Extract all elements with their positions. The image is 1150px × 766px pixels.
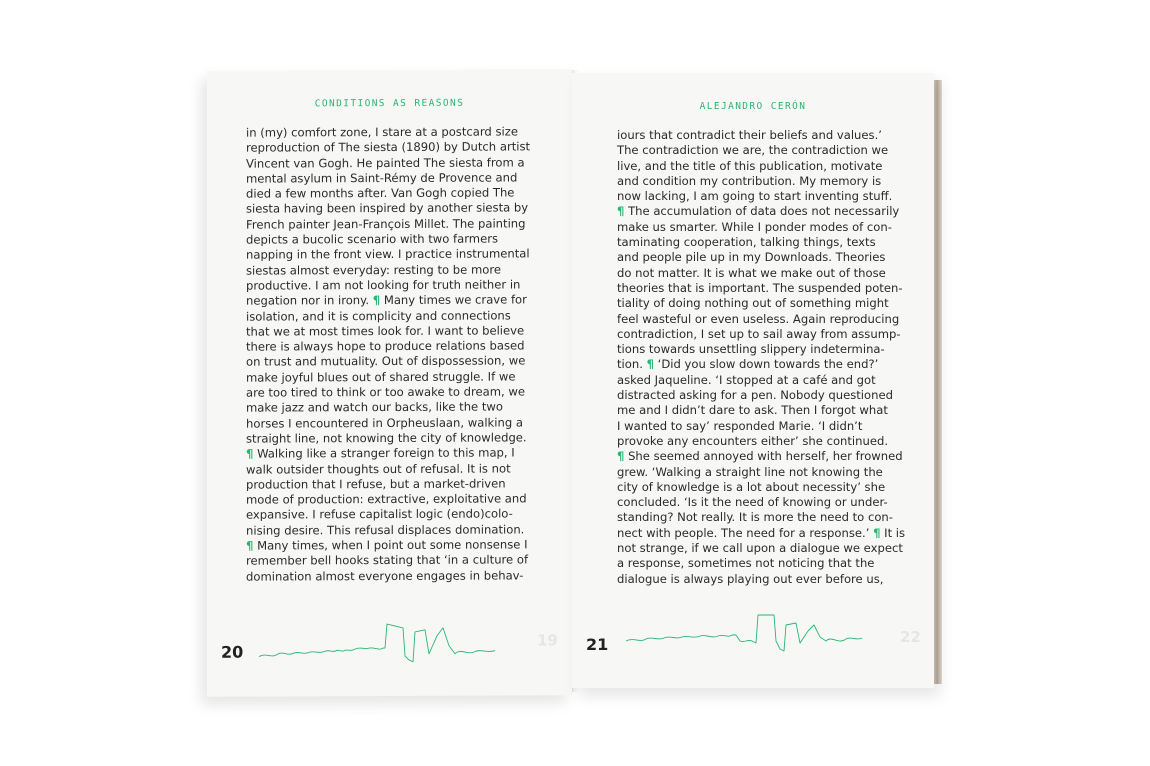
text-line: napping in the front view. I practice instrumental bbox=[246, 246, 530, 263]
skyline-scribble-icon bbox=[257, 618, 497, 669]
left-page bbox=[207, 69, 572, 697]
text-line: walk outsider thoughts out of refusal. It is not bbox=[246, 461, 511, 477]
text-line: concluded. ‘Is it the need of knowing or under- bbox=[617, 495, 888, 510]
body-text-right bbox=[617, 128, 905, 587]
text-line: dialogue is always playing out ever before us, bbox=[617, 571, 884, 586]
text-line: taminating cooperation, talking things, texts bbox=[617, 235, 876, 250]
text-line: asked Jaqueline. ‘I stopped at a café and got bbox=[617, 372, 876, 387]
skyline-scribble-icon bbox=[624, 611, 864, 661]
text-line: French painter Jean-François Millet. The painting bbox=[246, 216, 526, 232]
body-text-left bbox=[246, 124, 530, 584]
text-line: live, and the title of this publication, motivate bbox=[617, 158, 883, 173]
text-line: me and I didn’t dare to ask. Then I forgot what bbox=[617, 403, 888, 418]
text-line: mode of production: extractive, exploitative and bbox=[246, 491, 527, 507]
text-line: negation nor in irony. ¶ Many times we crave for bbox=[246, 292, 527, 308]
text-line: The contradiction we are, the contradiction we bbox=[617, 143, 889, 158]
show-through-page-number-left: 19 bbox=[537, 631, 558, 650]
text-line: there is always hope to produce relations based bbox=[246, 338, 525, 354]
text-line: tion. ¶ ‘Did you slow down towards the end?’ bbox=[617, 357, 879, 372]
text-line: contradiction, I set up to sail away from assump- bbox=[617, 326, 901, 341]
pilcrow-icon: ¶ bbox=[246, 538, 254, 553]
text-line: on trust and mutuality. Out of dispossession, we bbox=[246, 353, 526, 370]
show-through-page-number-right: 22 bbox=[900, 628, 921, 646]
text-line: ¶ Many times, when I point out some nonsense I bbox=[246, 537, 528, 553]
text-line: make joyful blues out of shared struggle. If we bbox=[246, 369, 516, 385]
text-line: expansive. I refuse capitalist logic (endo)colo- bbox=[246, 506, 513, 523]
text-line: reproduction of The siesta (1890) by Dutch artist bbox=[246, 139, 531, 155]
text-line: isolation, and it is complicity and connections bbox=[246, 308, 511, 324]
text-line: mental asylum in Saint-Rémy de Provence and bbox=[246, 170, 518, 186]
text-line: and people pile up in my Downloads. Theories bbox=[617, 250, 886, 265]
text-line: distracted asking for a pen. Nobody questioned bbox=[617, 388, 893, 403]
text-line: provoke any encounters either’ she continued. bbox=[617, 433, 889, 448]
pilcrow-icon: ¶ bbox=[617, 449, 625, 464]
text-line: tiality of doing nothing out of something might bbox=[617, 296, 889, 311]
text-line: iours that contradict their beliefs and values.’ bbox=[617, 128, 882, 142]
pilcrow-icon: ¶ bbox=[246, 446, 254, 461]
pilcrow-icon: ¶ bbox=[617, 204, 625, 219]
text-line: horses I encountered in Orpheuslaan, walking a bbox=[246, 415, 523, 431]
page-stack-edge bbox=[934, 80, 942, 684]
text-line: are too tired to think or too awake to dream, we bbox=[246, 384, 525, 400]
text-line: productive. I am not looking for truth neither in bbox=[246, 277, 521, 293]
text-line: siesta having been inspired by another siesta by bbox=[246, 200, 529, 217]
text-line: ¶ The accumulation of data does not necessarily bbox=[617, 204, 900, 219]
text-line: a response, sometimes not noticing that the bbox=[617, 556, 875, 571]
text-line: standing? Not really. It is more the need to con- bbox=[617, 510, 893, 525]
text-line: that we at most times look for. I want to believe bbox=[246, 323, 525, 339]
text-line: city of knowledge is a lot about necessity’ she bbox=[617, 479, 886, 494]
text-line: nect with people. The need for a response.’ ¶ It is bbox=[617, 525, 906, 540]
text-line: do not matter. It is what we make out of those bbox=[617, 265, 886, 280]
right-page bbox=[572, 73, 934, 688]
text-line: not strange, if we call upon a dialogue we expect bbox=[617, 541, 903, 556]
text-line: I wanted to say’ responded Marie. ‘I didn’t bbox=[617, 418, 863, 433]
text-line: in (my) comfort zone, I stare at a postcard size bbox=[246, 124, 518, 140]
running-header-left: CONDITIONS AS REASONS bbox=[314, 97, 465, 110]
text-line: make us smarter. While I ponder modes of con- bbox=[617, 219, 892, 234]
page-number-left: 20 bbox=[221, 642, 244, 662]
text-line: ¶ She seemed annoyed with herself, her frowned bbox=[617, 449, 903, 464]
pilcrow-icon: ¶ bbox=[873, 525, 881, 540]
text-line: depicts a bucolic scenario with two farmers bbox=[246, 231, 499, 247]
text-line: ¶ Walking like a stranger foreign to this map, I bbox=[246, 445, 515, 461]
text-line: died a few months after. Van Gogh copied The bbox=[246, 185, 515, 201]
pilcrow-icon: ¶ bbox=[646, 357, 654, 372]
text-line: grew. ‘Walking a straight line not knowing the bbox=[617, 464, 883, 479]
text-line: and condition my contribution. My memory is bbox=[617, 173, 882, 188]
text-line: domination almost everyone engages in behav- bbox=[246, 568, 524, 584]
text-line: now lacking, I am going to start inventing stuff. bbox=[617, 189, 893, 204]
text-line: feel wasteful or even useless. Again reproducing bbox=[617, 311, 900, 326]
text-line: make jazz and watch our backs, like the two bbox=[246, 399, 503, 415]
page-number-right: 21 bbox=[586, 635, 609, 654]
text-line: theories that is important. The suspended poten- bbox=[617, 280, 903, 295]
text-line: siestas almost everyday: resting to be more bbox=[246, 262, 501, 278]
text-line: Vincent van Gogh. He painted The siesta from a bbox=[246, 155, 525, 171]
text-line: production that I refuse, but a market-driven bbox=[246, 476, 506, 492]
pilcrow-icon: ¶ bbox=[372, 293, 381, 308]
running-header-right: ALEJANDRO CERÓN bbox=[699, 101, 807, 112]
text-line: remember bell hooks stating that ‘in a culture of bbox=[246, 552, 529, 568]
text-line: straight line, not knowing the city of knowledge. bbox=[246, 430, 527, 446]
text-line: tions towards unsettling slippery indetermina- bbox=[617, 342, 885, 357]
text-line: nising desire. This refusal displaces domination. bbox=[246, 522, 525, 538]
